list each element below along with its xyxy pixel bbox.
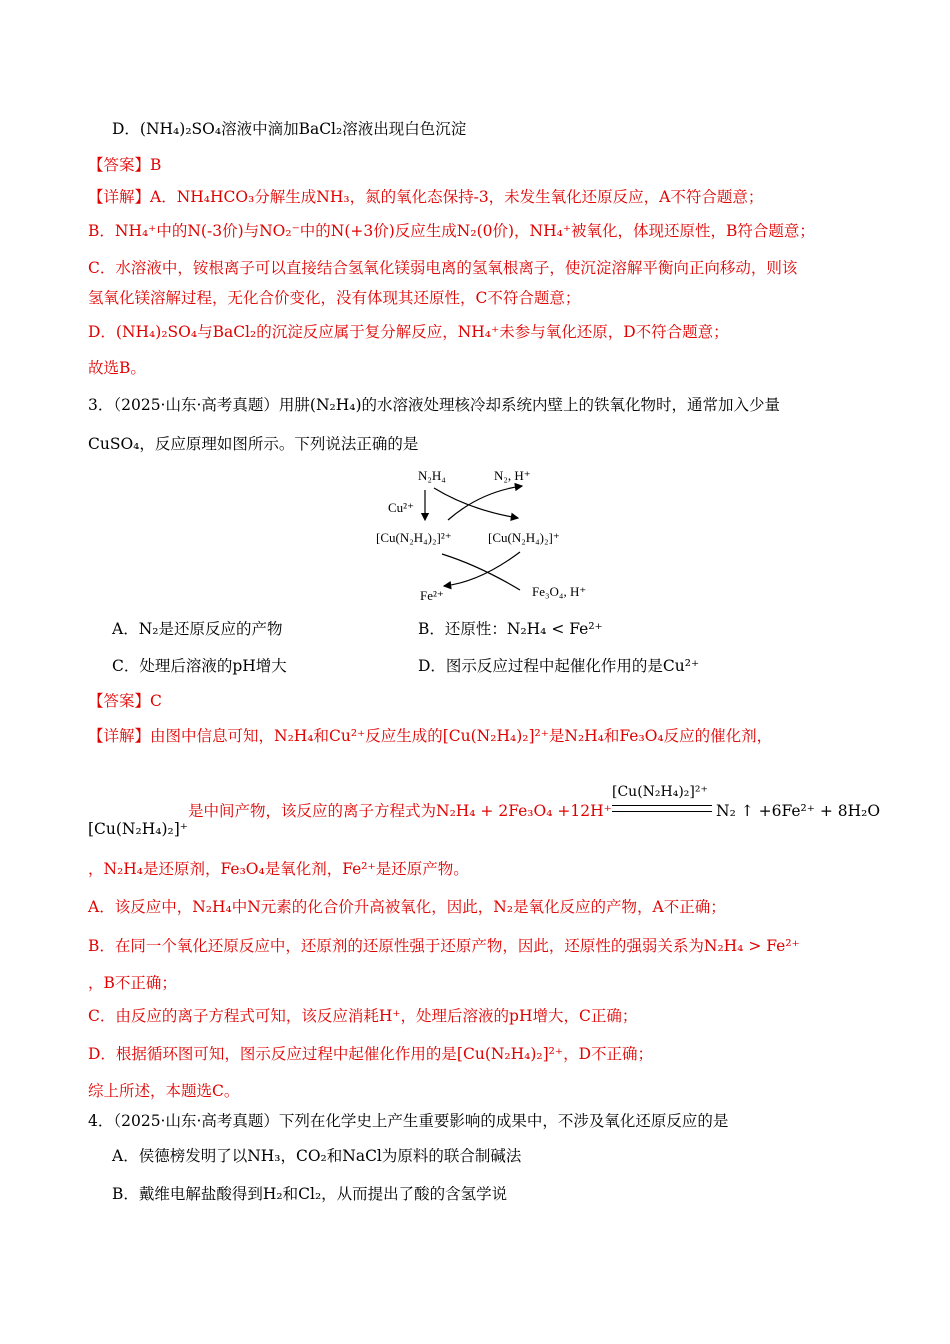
answer-label: 【答案】B [88, 156, 162, 174]
option-a: A．N₂是还原反应的产物 [112, 620, 283, 638]
option-c: C．处理后溶液的pH增大 [112, 657, 287, 675]
equation-double-line [612, 805, 712, 812]
explanation-line: C．由反应的离子方程式可知，该反应消耗H⁺，处理后溶液的pH增大，C正确； [88, 1007, 638, 1025]
explanation-line: D．根据循环图可知，图示反应过程中起催化作用的是[Cu(N₂H₄)₂]²⁺，D不正确； [88, 1045, 654, 1063]
explanation-line: ，N₂H₄是还原剂，Fe₃O₄是氧化剂，Fe²⁺是还原产物。 [88, 860, 469, 878]
option-d-line: D．(NH₄)₂SO₄溶液中滴加BaCl₂溶液出现白色沉淀 [112, 120, 467, 138]
explanation-line: 氢氧化镁溶解过程，无化合价变化，没有体现其还原性，C不符合题意； [88, 289, 581, 307]
conclusion-line: 综上所述，本题选C。 [88, 1082, 240, 1100]
products-label: N₂, H⁺ [494, 468, 531, 483]
top-arc-1 [434, 488, 518, 518]
complex-2plus-label: [Cu(N₂H₄)₂]²⁺ [376, 530, 452, 545]
catalyst-over-arrow: [Cu(N₂H₄)₂]²⁺ [612, 784, 708, 800]
explanation-line: B．在同一个氧化还原反应中，还原剂的还原性强于还原产物，因此，还原性的强弱关系为N₂H₄ > Fe²⁺ [88, 937, 800, 955]
explanation-line: ，B不正确； [88, 974, 177, 992]
option-b: B．还原性：N₂H₄ < Fe²⁺ [418, 620, 603, 638]
q4-option-a: A．侯德榜发明了以NH₃，CO₂和NaCl为原料的联合制碱法 [112, 1147, 522, 1165]
explanation-line: A．该反应中，N₂H₄中N元素的化合价升高被氧化，因此，N₂是氧化反应的产物，A不正确； [88, 898, 726, 916]
question-3-stem: 3．（2025·山东·高考真题）用肼(N₂H₄)的水溶液处理核冷却系统内壁上的铁氧化物时，通常加入少量 [88, 396, 781, 414]
question-4-stem: 4．（2025·山东·高考真题）下列在化学史上产生重要影响的成果中，不涉及氧化还原反应的是 [88, 1112, 729, 1130]
conclusion-line: 故选B。 [88, 359, 146, 377]
equation-products: N₂ ↑ +6Fe²⁺ + 8H₂O [716, 802, 881, 820]
equation-text: 是中间产物，该反应的离子方程式为N₂H₄ + 2Fe₃O₄ +12H⁺ [188, 802, 612, 820]
fe2-label: Fe²⁺ [420, 588, 444, 603]
n2h4-label: N₂H₄ [418, 468, 446, 483]
reaction-cycle-diagram [370, 462, 600, 607]
answer-label: 【答案】C [88, 692, 162, 710]
q4-option-b: B．戴维电解盐酸得到H₂和Cl₂，从而提出了酸的含氢学说 [112, 1185, 508, 1203]
bottom-arc-1 [444, 552, 520, 586]
explanation-line: 【详解】A．NH₄HCO₃分解生成NH₃，氮的氧化态保持-3，未发生氧化还原反应，A不符合题意； [88, 188, 764, 206]
complex-plus-label: [Cu(N₂H₄)₂]⁺ [488, 530, 560, 545]
fe3o4-label: Fe₃O₄, H⁺ [532, 584, 587, 599]
question-3-stem: CuSO₄，反应原理如图所示。下列说法正确的是 [88, 435, 419, 453]
explanation-line: 【详解】由图中信息可知，N₂H₄和Cu²⁺反应生成的[Cu(N₂H₄)₂]²⁺是N₂H₄和Fe₃O₄反应的催化剂， [88, 727, 773, 745]
cu-label: Cu²⁺ [388, 500, 414, 515]
explanation-line: C．水溶液中，铵根离子可以直接结合氢氧化镁弱电离的氢氧根离子，使沉淀溶解平衡向正向移动，则该 [88, 259, 798, 277]
explanation-line: B．NH₄⁺中的N(-3价)与NO₂⁻中的N(+3价)反应生成N₂(0价)，NH₄⁺被氧化，体现还原性，B符合题意； [88, 222, 815, 240]
option-d: D．图示反应过程中起催化作用的是Cu²⁺ [418, 657, 700, 675]
explanation-line: D．(NH₄)₂SO₄与BaCl₂的沉淀反应属于复分解反应，NH₄⁺未参与氧化还原，D不符合题意； [88, 323, 729, 341]
equation-intermediate: [Cu(N₂H₄)₂]⁺ [88, 820, 188, 838]
top-arc-2 [448, 486, 522, 520]
